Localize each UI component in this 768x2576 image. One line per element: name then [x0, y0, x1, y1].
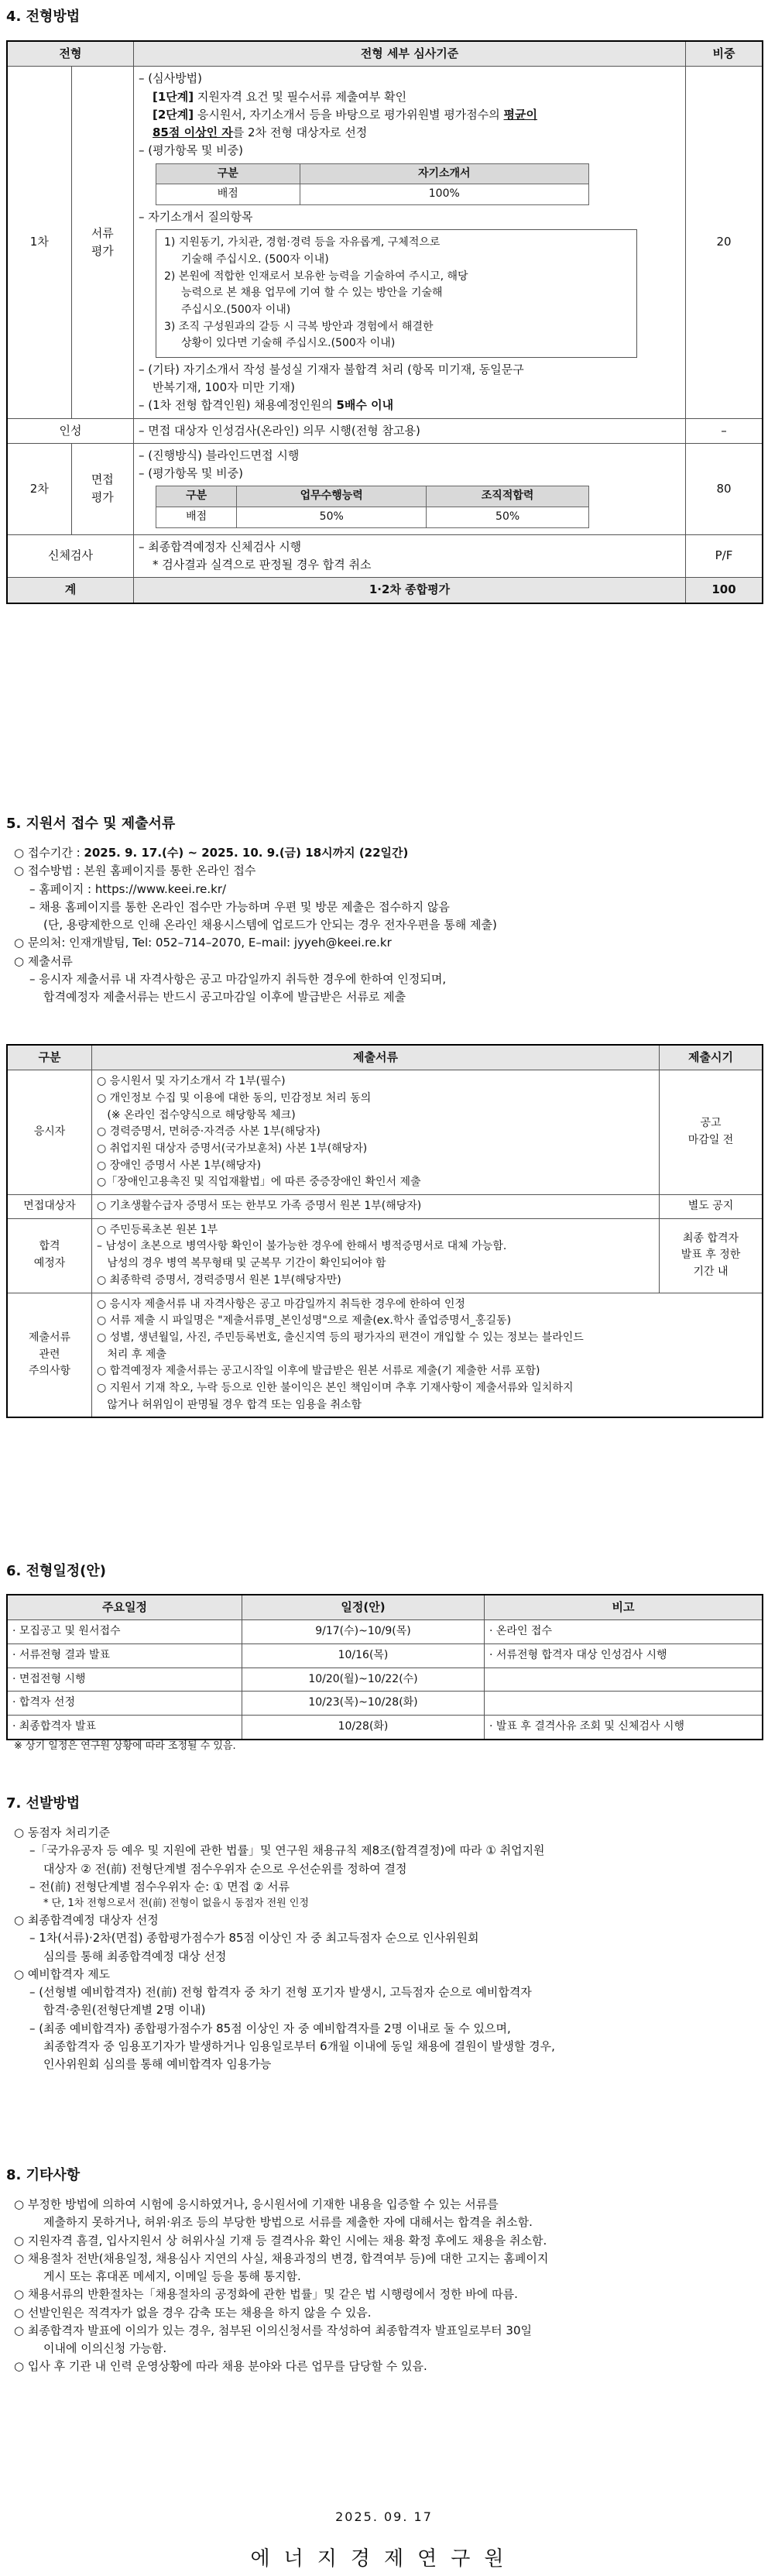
- schedule-cell: · 면접전형 시행: [7, 1668, 242, 1692]
- text-line: [14, 916, 757, 934]
- doc-item: – 남성이 초본으로 병역사항 확인이 불가능한 경우에 한해서 병적증명서로 대체 가능함.: [97, 1240, 507, 1253]
- criteria-line: – (평가항목 및 비중): [139, 466, 243, 481]
- text-run: 이내에 이의신청 가능함.: [43, 2341, 167, 2355]
- text-run: 합격·충원(전형단계별 2명 이내): [43, 2003, 206, 2018]
- stage-label: 2차: [7, 443, 71, 534]
- text-line: [14, 2214, 757, 2231]
- text-run: ○ 채용절차 전반(채용일정, 채용심사 지연의 사실, 채용과정의 변경, 합격여부 등)에 대한 고지는 홈페이지: [14, 2251, 549, 2265]
- row-personality: [7, 418, 763, 443]
- text-run: (단, 용량제한으로 인해 온라인 채용시스템에 업로드가 안되는 경우 전자우편을 통해 제출): [43, 918, 497, 932]
- text-run: – (최종 예비합격자) 종합평가점수가 85점 이상인 자 중 예비합격자를 2명 이내로 둘 수 있으며,: [29, 2021, 511, 2035]
- weight-cell: 20: [686, 67, 763, 418]
- schedule-cell: 9/17(수)~10/9(목): [242, 1620, 485, 1644]
- doc-item: ○ 지원서 기재 착오, 누락 등으로 인한 불이익은 본인 책임이며 추후 기재사항이 제출서류와 일치하지: [97, 1381, 574, 1394]
- row-items: [92, 1218, 660, 1293]
- text-line: [14, 1860, 757, 1878]
- text-line: [14, 2038, 757, 2056]
- row-when: 별도 공지: [660, 1195, 763, 1219]
- text-line: [14, 2268, 757, 2286]
- text-line: [14, 1896, 757, 1911]
- text-run: – 채용 홈페이지를 통한 온라인 접수만 가능하며 우편 및 방문 제출은 접수하지 않음: [29, 899, 450, 914]
- th-docs: 제출서류: [92, 1045, 660, 1070]
- text-run: ○ 접수기간 :: [14, 846, 84, 860]
- schedule-cell: 10/20(월)~10/22(수): [242, 1668, 485, 1692]
- text-line: [14, 1929, 757, 1947]
- doc-item: ○ 경력증명서, 면허증·자격증 사본 1부(해당자): [97, 1125, 321, 1139]
- text-run: – 홈페이지 : https://www.keei.re.kr/: [29, 881, 227, 896]
- step1-label: [1단계]: [153, 89, 194, 104]
- text-line: [14, 970, 757, 988]
- text-line: [14, 1824, 757, 1842]
- text-run: 게시 또는 휴대폰 메세지, 이메일 등을 통해 통지함.: [43, 2269, 301, 2283]
- cell: 구분: [156, 486, 237, 507]
- doc-item: 남성의 경우 병역 복무형태 및 군복무 기간이 확인되어야 함: [97, 1257, 386, 1270]
- section-4-title: 4. 전형방법: [6, 9, 81, 25]
- table-row: [7, 1218, 763, 1293]
- text-run: – (선형별 예비합격자) 전(前) 전형 합격자 중 차기 전형 포기자 발생시, 고득점자 순으로 예비합격자: [29, 1985, 532, 2000]
- table-row: [7, 1293, 763, 1417]
- criteria-emph: 5배수 이내: [336, 398, 394, 413]
- schedule-cell: [485, 1668, 763, 1692]
- text-line: [14, 1878, 757, 1896]
- th-stage: 전형: [7, 41, 134, 67]
- row-stage-1: [7, 67, 763, 418]
- row-when: 공고 마감일 전: [660, 1070, 763, 1195]
- text-run: ○ 동점자 처리기준: [14, 1826, 111, 1839]
- text-line: [14, 862, 757, 880]
- stage-2-criteria: [134, 443, 686, 534]
- text-line: [14, 2056, 757, 2073]
- question-line: 3) 조직 구성원과의 갈등 시 극복 방안과 경험에서 해결한: [164, 320, 434, 333]
- step2-text-2: 를 2차 전형 대상자로 선정: [232, 125, 368, 139]
- schedule-row: [7, 1668, 763, 1692]
- doc-item: ○ 성별, 생년월일, 사진, 주민등록번호, 출신지역 등의 평가자의 편견이 개입할 수 있는 정보는 블라인드: [97, 1331, 584, 1344]
- th-schedule: 주요일정: [7, 1595, 242, 1620]
- text-run: 제출하지 못하거나, 허위·위조 등의 부당한 방법으로 서류를 제출한 자에 대해서는 합격을 취소함.: [43, 2215, 533, 2230]
- question-line: 2) 본원에 적합한 인재로서 보유한 능력을 기술하여 주시고, 해당: [164, 270, 468, 283]
- text-run: 심의를 통해 최종합격예정 대상 선정: [43, 1949, 227, 1963]
- doc-item: ○ 주민등록초본 원본 1부: [97, 1223, 218, 1236]
- schedule-row: [7, 1716, 763, 1740]
- schedule-cell: 10/28(화): [242, 1716, 485, 1740]
- row-items: [92, 1293, 763, 1417]
- weight-cell: 80: [686, 443, 763, 534]
- schedule-cell: · 서류전형 결과 발표: [7, 1643, 242, 1668]
- weight-cell: P/F: [686, 534, 763, 578]
- schedule-cell: · 발표 후 결격사유 조회 및 신체검사 시행: [485, 1716, 763, 1740]
- sub-stage-label: 면접 평가: [71, 443, 133, 534]
- text-run: 대상자 ② 전(前) 전형단계별 점수우위자 순으로 우선순위를 정하여 결정: [43, 1861, 407, 1876]
- sub-stage-label: 서류 평가: [71, 67, 133, 418]
- text-run: ○ 채용서류의 반환절차는「채용절차의 공정화에 관한 법률」및 같은 법 시행령에서 정한 바에 따름.: [14, 2287, 518, 2302]
- doc-item: ○ 합격예정자 제출서류는 공고시작일 이후에 발급받은 원본 서류로 제출(기 제출한 서류 포함): [97, 1365, 540, 1378]
- section-8-body: [14, 2196, 757, 2376]
- text-line: [14, 898, 757, 916]
- text-line: [14, 2340, 757, 2358]
- text-run: ○ 지원자격 흠결, 입사지원서 상 허위사실 기재 등 결격사유 확인 시에는 채용 확정 후에도 채용을 취소함.: [14, 2233, 547, 2248]
- weight-cell: –: [686, 418, 763, 443]
- schedule-cell: · 서류전형 합격자 대상 인성검사 시행: [485, 1643, 763, 1668]
- schedule-row: [7, 1643, 763, 1668]
- text-line: [14, 2196, 757, 2214]
- doc-item: ○ 최종학력 증명서, 경력증명서 원본 1부(해당자만): [97, 1273, 341, 1286]
- row-key: 합격 예정자: [7, 1218, 92, 1293]
- text-line: [14, 1911, 757, 1929]
- text-line: [14, 844, 757, 862]
- question-line: 주십시오.(500자 이내): [181, 303, 291, 316]
- question-line: 능력으로 본 채용 업무에 기여 할 수 있는 방안을 기술해: [181, 287, 443, 300]
- criteria-line: – (1차 전형 합격인원) 채용예정인원의: [139, 398, 337, 413]
- text-run: –「국가유공자 등 예우 및 지원에 관한 법률」및 연구원 채용규칙 제8조(합격결정)에 따라 ① 취업지원: [29, 1843, 545, 1858]
- cell: 50%: [237, 507, 427, 528]
- step2-emph-2: 85점 이상인 자: [153, 125, 233, 139]
- schedule-cell: 10/23(목)~10/28(화): [242, 1692, 485, 1716]
- row-items: [92, 1195, 660, 1219]
- text-line: [14, 881, 757, 898]
- schedule-cell: · 온라인 접수: [485, 1620, 763, 1644]
- step1-text: 지원자격 요건 및 필수서류 제출여부 확인: [194, 89, 407, 104]
- stage-label: 1차: [7, 67, 71, 418]
- text-run: ○ 입사 후 기관 내 인력 운영상황에 따라 채용 분야와 다른 업무를 담당할 수 있음.: [14, 2359, 427, 2374]
- schedule-row: [7, 1692, 763, 1716]
- table-row: [7, 1070, 763, 1195]
- criteria-line: – 최종합격예정자 신체검사 시행: [139, 539, 302, 554]
- text-run: ○ 제출서류: [14, 953, 73, 968]
- question-box: [156, 229, 637, 358]
- text-run: ○ 접수방법 : 본원 홈페이지를 통한 온라인 접수: [14, 864, 256, 878]
- cell: 업무수행능력: [237, 486, 427, 507]
- text-line: [14, 934, 757, 952]
- doc-item: ○ 취업지원 대상자 증명서(국가보훈처) 사본 1부(해당자): [97, 1142, 368, 1155]
- schedule-cell: · 합격자 선정: [7, 1692, 242, 1716]
- self-intro-weight-table: [156, 163, 589, 205]
- schedule-cell: [485, 1692, 763, 1716]
- row-when: 최종 합격자 발표 후 정한 기간 내: [660, 1218, 763, 1293]
- text-run: – 1차(서류)·2차(면접) 종합평가점수가 85점 이상인 자 중 최고득점자 순으로 인사위원회: [29, 1931, 479, 1946]
- row-total: [7, 578, 763, 603]
- cell: 조직적합력: [427, 486, 589, 507]
- criteria-line: – (심사방법): [139, 71, 202, 86]
- text-line: [14, 953, 757, 970]
- stage-1-criteria: [134, 67, 686, 418]
- doc-item: ○ 서류 제출 시 파일명은 "제출서류명_본인성명"으로 제출(ex.학사 졸업증명서_홍길동): [97, 1314, 512, 1327]
- text-line: [14, 1842, 757, 1860]
- criteria-line: 반복기재, 100자 미만 기재): [153, 380, 295, 395]
- doc-item: ○ 응시원서 및 자기소개서 각 1부(필수): [97, 1075, 286, 1088]
- section-6-title: 6. 전형일정(안): [6, 1563, 107, 1579]
- text-line: [14, 2322, 757, 2340]
- text-line: [14, 2358, 757, 2375]
- document-date: 2025. 09. 17: [335, 2509, 433, 2524]
- evaluation-table: [6, 40, 763, 604]
- cell: 50%: [427, 507, 589, 528]
- text-line: [14, 2286, 757, 2303]
- text-run: ○ 최종합격자 발표에 이의가 있는 경우, 첨부된 이의신청서를 작성하여 최종합격자 발표일로부터 30일: [14, 2323, 532, 2337]
- interview-weight-table: [156, 486, 589, 527]
- text-run: * 단, 1차 전형으로서 전(前) 전형이 없을시 동점자 전원 인정: [43, 1898, 309, 1909]
- section-7-title: 7. 선발방법: [6, 1795, 81, 1812]
- step2-label: [2단계]: [153, 107, 194, 122]
- text-run: ○ 선발인원은 적격자가 없을 경우 감축 또는 채용을 하지 않을 수 있음.: [14, 2305, 372, 2320]
- doc-item: ○ 장애인 증명서 사본 1부(해당자): [97, 1159, 262, 1172]
- weight-cell: 100: [686, 578, 763, 603]
- stage-label: 계: [7, 578, 134, 603]
- section-7-body: [14, 1824, 757, 2073]
- th-note: 비고: [485, 1595, 763, 1620]
- doc-item: ○ 개인정보 수집 및 이용에 대한 동의, 민감정보 처리 동의: [97, 1091, 372, 1104]
- text-line: [14, 1948, 757, 1966]
- doc-item: ○ 응시자 제출서류 내 자격사항은 공고 마감일까지 취득한 경우에 한하여 인정: [97, 1297, 465, 1310]
- table-row: [7, 1195, 763, 1219]
- text-run: ○ 예비합격자 제도: [14, 1966, 111, 1981]
- step2-text: 응시원서, 자기소개서 등을 바탕으로 평가위원별 평가점수의: [194, 107, 504, 122]
- text-run: 최종합격자 중 임용포기자가 발생하거나 임용일로부터 6개월 이내에 동일 채용에 결원이 발생할 경우,: [43, 2038, 555, 2053]
- text-run: 인사위원회 심의를 통해 예비합격자 임용가능: [43, 2057, 272, 2072]
- row-key: 제출서류 관련 주의사항: [7, 1293, 92, 1417]
- row-stage-2: [7, 443, 763, 534]
- text-run: ○ 부정한 방법에 의하여 시험에 응시하였거나, 응시원서에 기재한 내용을 입증할 수 있는 서류를: [14, 2197, 499, 2211]
- text-line: [14, 2001, 757, 2019]
- schedule-cell: · 최종합격자 발표: [7, 1716, 242, 1740]
- criteria-line: – (기타) 자기소개서 작성 불성실 기재자 불합격 처리 (항목 미기재, 동일문구: [139, 362, 524, 376]
- text-run: 합격예정자 제출서류는 반드시 공고마감일 이후에 발급받은 서류로 제출: [43, 990, 406, 1004]
- th-criteria: 전형 세부 심사기준: [134, 41, 686, 67]
- criteria-line: * 검사결과 실격으로 판정될 경우 합격 취소: [153, 558, 372, 572]
- schedule-note: ※ 상기 일정은 연구원 상황에 따라 조정될 수 있음.: [14, 1740, 236, 1752]
- text-line: [14, 2020, 757, 2038]
- criteria-line: – (진행방식) 블라인드면접 시행: [139, 448, 300, 462]
- text-run: – 전(前) 전형단계별 점수우위자 순: ① 면접 ② 서류: [29, 1879, 290, 1894]
- doc-item: 않거나 허위임이 판명될 경우 합격 또는 임용을 취소함: [97, 1398, 362, 1411]
- question-line: 상황이 있다면 기술해 주십시오.(500자 이내): [181, 337, 396, 350]
- schedule-cell: · 모집공고 및 원서접수: [7, 1620, 242, 1644]
- text-run: – 응시자 제출서류 내 자격사항은 공고 마감일까지 취득한 경우에 한하여 인정되며,: [29, 971, 447, 986]
- criteria-line: – 자기소개서 질의항목: [139, 209, 253, 224]
- row-key: 응시자: [7, 1070, 92, 1195]
- doc-item: (※ 온라인 접수양식으로 해당항목 체크): [97, 1108, 296, 1121]
- section-8-title: 8. 기타사항: [6, 2167, 81, 2183]
- th-date: 일정(안): [242, 1595, 485, 1620]
- th-when: 제출시기: [660, 1045, 763, 1070]
- text-line: [14, 2304, 757, 2322]
- text-run: ○ 문의처: 인재개발팀, Tel: 052–714–2070, E–mail: jyyeh@keei.re.kr: [14, 936, 392, 950]
- th-type: 구분: [7, 1045, 92, 1070]
- question-line: 기술해 주십시오. (500자 이내): [181, 252, 329, 266]
- row-key: 면접대상자: [7, 1195, 92, 1219]
- cell: 100%: [300, 184, 588, 205]
- row-physical: [7, 534, 763, 578]
- organization-name: 에너지경제연구원: [250, 2547, 518, 2571]
- text-line: [14, 2250, 757, 2268]
- stage-label: 신체검사: [7, 534, 134, 578]
- total-desc: 1·2차 종합평가: [134, 578, 686, 603]
- text-line: [14, 988, 757, 1006]
- section-5-title: 5. 지원서 접수 및 제출서류: [6, 816, 176, 832]
- doc-item: ○「장애인고용촉진 및 직업재활법」에 따른 중증장애인 확인서 제출: [97, 1176, 421, 1189]
- th-weight: 비중: [686, 41, 763, 67]
- stage-label: 인성: [7, 418, 134, 443]
- section-5-body: [14, 844, 757, 1006]
- cell: 자기소개서: [300, 163, 588, 184]
- text-line: [14, 1966, 757, 1984]
- schedule-row: [7, 1620, 763, 1644]
- step2-emph: 평균이: [503, 107, 538, 122]
- doc-item: ○ 기초생활수급자 증명서 또는 한부모 가족 증명서 원본 1부(해당자): [97, 1200, 422, 1213]
- doc-item: 처리 후 제출: [97, 1348, 166, 1361]
- cell: 배점: [156, 507, 237, 528]
- row-items: [92, 1070, 660, 1195]
- criteria-line: – 면접 대상자 인성검사(온라인) 의무 시행(전형 참고용): [134, 418, 686, 443]
- schedule-cell: 10/16(목): [242, 1643, 485, 1668]
- cell: 배점: [156, 184, 300, 205]
- text-line: [14, 1984, 757, 2001]
- text-line: [14, 2232, 757, 2250]
- text-run: ○ 최종합격예정 대상자 선정: [14, 1913, 159, 1928]
- criteria-line: – (평가항목 및 비중): [139, 143, 243, 158]
- question-line: 1) 지원동기, 가치관, 경험·경력 등을 자유롭게, 구체적으로: [164, 236, 441, 249]
- schedule-table: [6, 1594, 763, 1740]
- cell: 구분: [156, 163, 300, 184]
- text-emph: 2025. 9. 17.(수) ~ 2025. 10. 9.(금) 18시까지 (22일간): [84, 846, 409, 860]
- documents-table: [6, 1044, 763, 1418]
